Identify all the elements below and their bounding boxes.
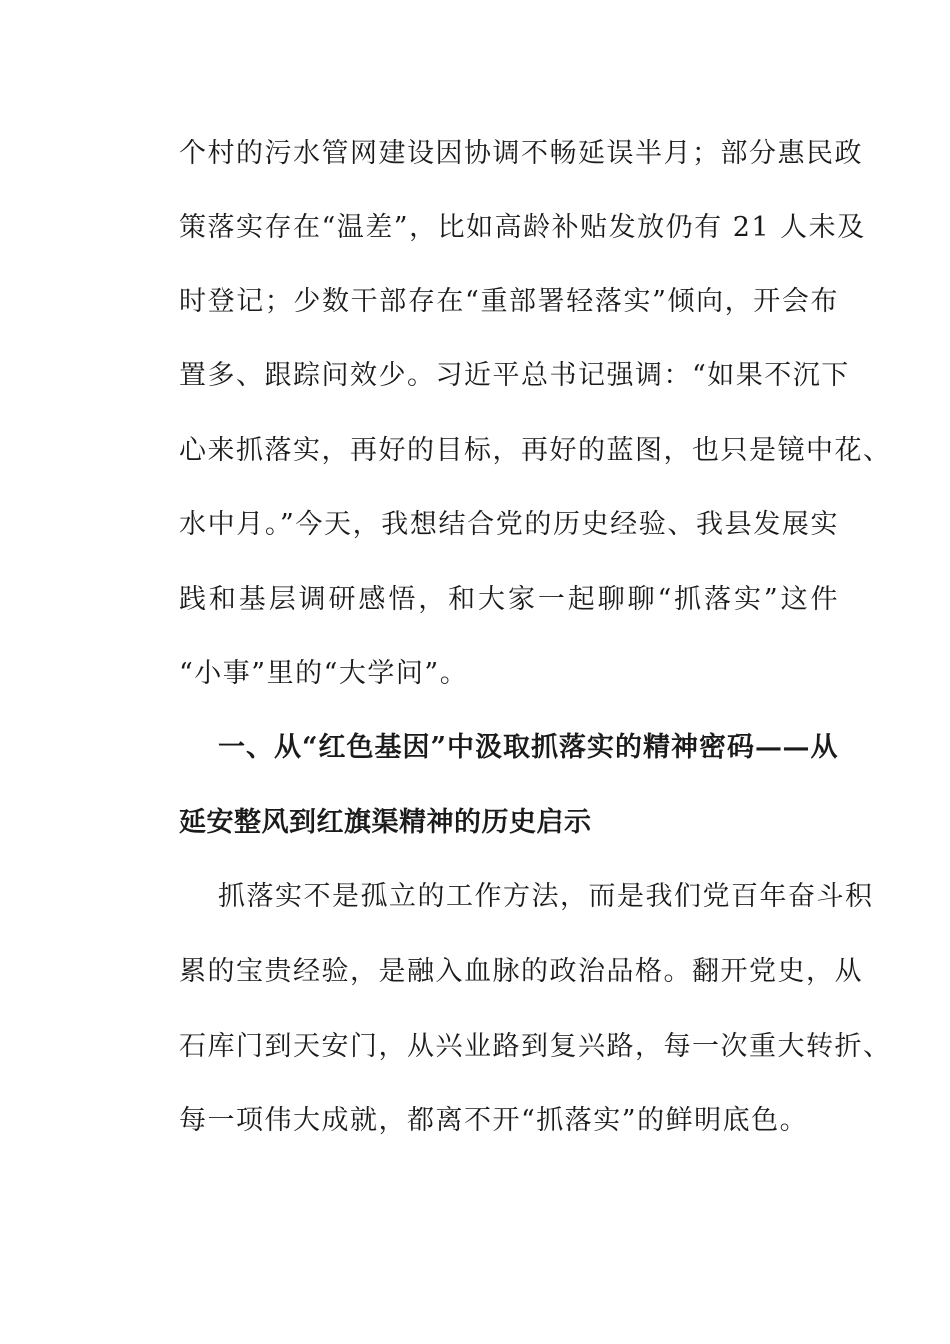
paragraph-line: “小事”里的“大学问”。	[179, 658, 469, 689]
paragraph-line: 践和基层调研感悟，和大家一起聊聊“抓落实”这件	[179, 584, 839, 615]
paragraph-line: 水中月。”今天，我想结合党的历史经验、我县发展实	[179, 509, 839, 540]
paragraph-line: 石库门到天安门，从兴业路到复兴路，每一次重大转折、	[179, 1031, 892, 1062]
heading-line: 延安整风到红旗渠精神的历史启示	[179, 807, 592, 838]
paragraph-line: 抓落实不是孤立的工作方法，而是我们党百年奋斗积	[218, 881, 874, 912]
paragraph-line: 策落实存在“温差”，比如高龄补贴发放仍有 21 人未及	[179, 212, 866, 243]
paragraph-line: 累的宝贵经验，是融入血脉的政治品格。翻开党史，从	[179, 956, 863, 987]
paragraph-line: 每一项伟大成就，都离不开“抓落实”的鲜明底色。	[179, 1105, 809, 1136]
heading-line: 一、从“红色基因”中汲取抓落实的精神密码——从	[218, 732, 838, 763]
paragraph-line: 心来抓落实，再好的目标，再好的蓝图，也只是镜中花、	[179, 435, 892, 466]
paragraph-line: 个村的污水管网建设因协调不畅延误半月；部分惠民政	[179, 138, 863, 169]
paragraph-line: 置多、跟踪问效少。习近平总书记强调：“如果不沉下	[179, 360, 850, 391]
paragraph-line: 时登记；少数干部存在“重部署轻落实”倾向，开会布	[179, 286, 839, 317]
